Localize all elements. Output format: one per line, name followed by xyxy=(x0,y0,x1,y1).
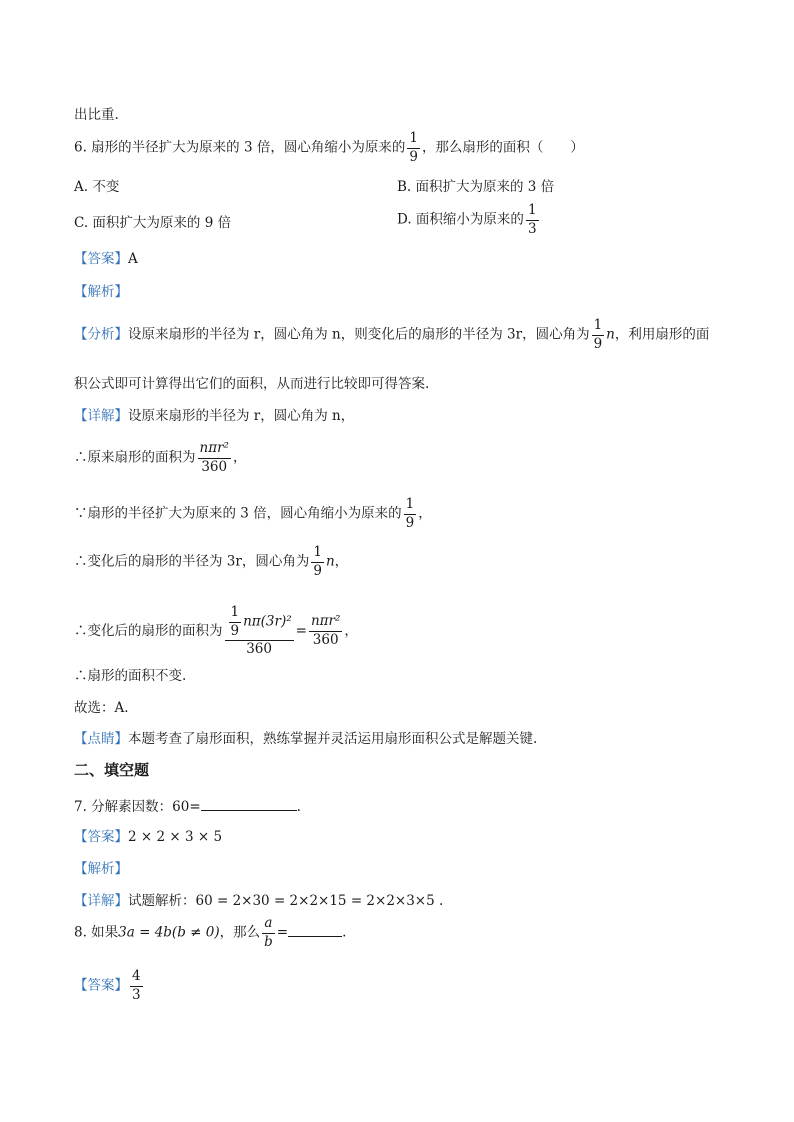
q6-text: 6. 扇形的半径扩大为原来的 3 倍，圆心角缩小为原来的 xyxy=(74,139,406,156)
section-heading: 二、填空题 xyxy=(74,761,150,779)
question-7: 7. 分解素因数：60= . xyxy=(74,799,301,815)
fraction-one-ninth: $\frac{1}{9}$ xyxy=(593,317,603,352)
fraction-one-ninth: $\frac{1}{9}$ xyxy=(230,604,240,639)
option-b: B. 面积扩大为原来的 3 倍 xyxy=(397,179,555,195)
analysis-tag: 【解析】 xyxy=(74,284,128,300)
answer-blank xyxy=(201,798,297,811)
answer-value: 2 × 2 × 3 × 5 xyxy=(128,829,223,845)
detail-line: 【详解】设原来扇形的半径为 r，圆心角为 n， xyxy=(74,408,355,424)
step-original-area: ∴原来扇形的面积为 $\frac{\text{nπr²}}{360}$ ， xyxy=(74,440,247,475)
fraction-area-formula: $\frac{\text{nπr²}}{360}$ xyxy=(310,613,341,648)
step-new-area: ∴变化后的扇形的面积为 $\frac{1}{9}$ nπ(3r)² 360 = $\frac{\text{nπr²}}{360}$ ， xyxy=(74,604,358,657)
fenxi-line-2: 积公式即可计算得出它们的面积，从而进行比较即可得答案. xyxy=(74,376,430,392)
step-conclusion: ∴扇形的面积不变. xyxy=(74,668,187,684)
fraction-area-formula: $\frac{\text{nπr²}}{360}$ xyxy=(199,440,229,475)
answer-blank xyxy=(288,924,342,937)
fraction-one-ninth: $\frac{1}{9}$ xyxy=(313,544,322,579)
option-a: A. 不变 xyxy=(74,179,120,195)
dianjing-line: 【点睛】本题考查了扇形面积，熟练掌握并灵活运用扇形面积公式是解题关键. xyxy=(74,731,538,747)
analysis-tag: 【解析】 xyxy=(74,861,128,877)
step-new-radius: ∴变化后的扇形的半径为 3r，圆心角为 $\frac{1}{9}$ n， xyxy=(74,544,349,579)
fenxi-line: 【分析】设原来扇形的半径为 r，圆心角为 n，则变化后的扇形的半径为 3r，圆心角为 $\frac{1}{9}$ n，利用扇形的面 xyxy=(74,317,710,352)
answer-6 xyxy=(74,250,138,268)
step-choice: 故选：A. xyxy=(74,700,129,716)
answer-8 xyxy=(74,970,145,1002)
answer-7 xyxy=(74,828,222,846)
question-6 xyxy=(74,132,584,164)
option-c: C. 面积扩大为原来的 9 倍 xyxy=(74,215,232,231)
fraction-one-ninth: $\frac{1}{9}$ xyxy=(405,496,415,531)
fraction-new-area: $\frac{1}{9}$ nπ(3r)² 360 xyxy=(225,606,294,657)
detail-tag: 【详解】 xyxy=(74,893,128,909)
option-d: D. 面积缩小为原来的 $\frac{1}{3}$ xyxy=(397,202,537,237)
q6-text-end: ，那么扇形的面积（ ） xyxy=(421,139,584,156)
detail-tag: 【详解】 xyxy=(74,408,128,424)
fraction-a-over-b: $\frac{a}{b}$ xyxy=(264,915,273,950)
fraction-four-thirds: $\frac{4}{3}$ xyxy=(132,968,141,1003)
detail-line: 【详解】试题解析：60 = 2×30 = 2×2×15 = 2×2×3×5 . xyxy=(74,893,444,909)
dianjing-tag: 【点睛】 xyxy=(74,731,128,747)
question-8: 8. 如果3a = 4b(b ≠ 0)，那么 $\frac{a}{b}$ = . xyxy=(74,915,347,950)
step-because: ∵扇形的半径扩大为原来的 3 倍，圆心角缩小为原来的 $\frac{1}{9}$ ， xyxy=(74,496,432,531)
answer-value: A xyxy=(128,251,138,267)
text-line: 出比重. xyxy=(74,107,119,123)
fraction-one-third: $\frac{1}{3}$ xyxy=(527,202,537,237)
fraction-one-ninth: $\frac{1}{9}$ xyxy=(409,130,418,165)
answer-tag: 【答案】 xyxy=(74,251,128,267)
answer-tag: 【答案】 xyxy=(74,977,128,994)
fenxi-tag: 【分析】 xyxy=(74,326,128,343)
answer-tag: 【答案】 xyxy=(74,829,128,845)
